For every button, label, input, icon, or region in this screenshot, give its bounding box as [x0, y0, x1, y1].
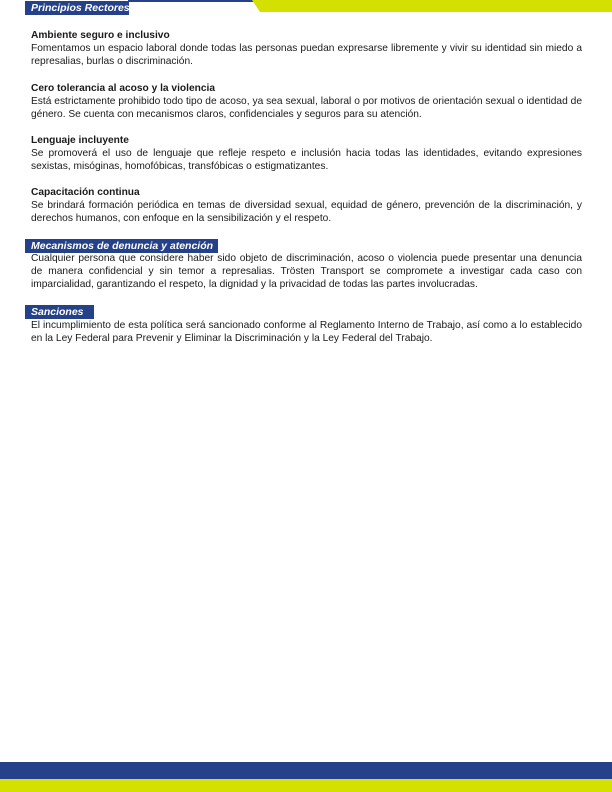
section-heading-principios: Principios Rectores — [25, 1, 129, 15]
footer-lime-band — [0, 779, 612, 792]
principle-title: Cero tolerancia al acoso y la violencia — [31, 83, 216, 94]
principle-title: Ambiente seguro e inclusivo — [31, 30, 170, 41]
principle-body: Está estrictamente prohibido todo tipo de acoso, ya sea sexual, laboral o por motivos de orientación sexual o identidad de género. Se cuenta con mecanismos claros, confidenciales y seguros para su atención. — [31, 96, 582, 120]
principle-title: Capacitación continua — [31, 187, 140, 198]
principle-body: Fomentamos un espacio laboral donde todas las personas puedan expresarse libremente y vivir su identidad sin miedo a represalias, burlas o discriminación. — [31, 43, 582, 67]
sanciones-paragraph — [31, 319, 582, 345]
section-heading-sanciones: Sanciones — [25, 305, 94, 319]
mecanismos-paragraph — [31, 252, 582, 291]
principle-body: Se brindará formación periódica en temas de diversidad sexual, equidad de género, prevención de la discriminación, y derechos humanos, con enfoque en la sensibilización y el respeto. — [31, 200, 582, 224]
principle-safe-inclusive — [31, 29, 582, 68]
principle-training — [31, 186, 582, 225]
principle-body: Se promoverá el uso de lenguaje que refleje respeto e inclusión hacia todas las identidades, evitando expresiones sexistas, misóginas, homofóbicas, transfóbicas o estigmatizantes. — [31, 148, 582, 172]
section-heading-mecanismos: Mecanismos de denuncia y atención — [25, 239, 218, 253]
footer-blue-band — [0, 762, 612, 779]
principle-zero-tolerance — [31, 82, 582, 121]
header-blue-line — [128, 0, 254, 2]
principle-title: Lenguaje incluyente — [31, 135, 129, 146]
mecanismos-body: Cualquier persona que considere haber sido objeto de discriminación, acoso o violencia puede presentar una denuncia de manera confidencial y sin temor a represalias. Trösten Transport se compromete a investigar cada caso con imparcialidad, garantizando el respeto, la dignidad y la privacidad de todas las partes involucradas. — [31, 253, 582, 290]
principle-inclusive-language — [31, 134, 582, 173]
sanciones-body: El incumplimiento de esta política será sancionado conforme al Reglamento Interno de Trabajo, así como a lo establecido en la Ley Federal para Prevenir y Eliminar la Discriminación y la Ley Federal del Trabajo. — [31, 320, 582, 344]
header-lime-band — [252, 0, 612, 12]
